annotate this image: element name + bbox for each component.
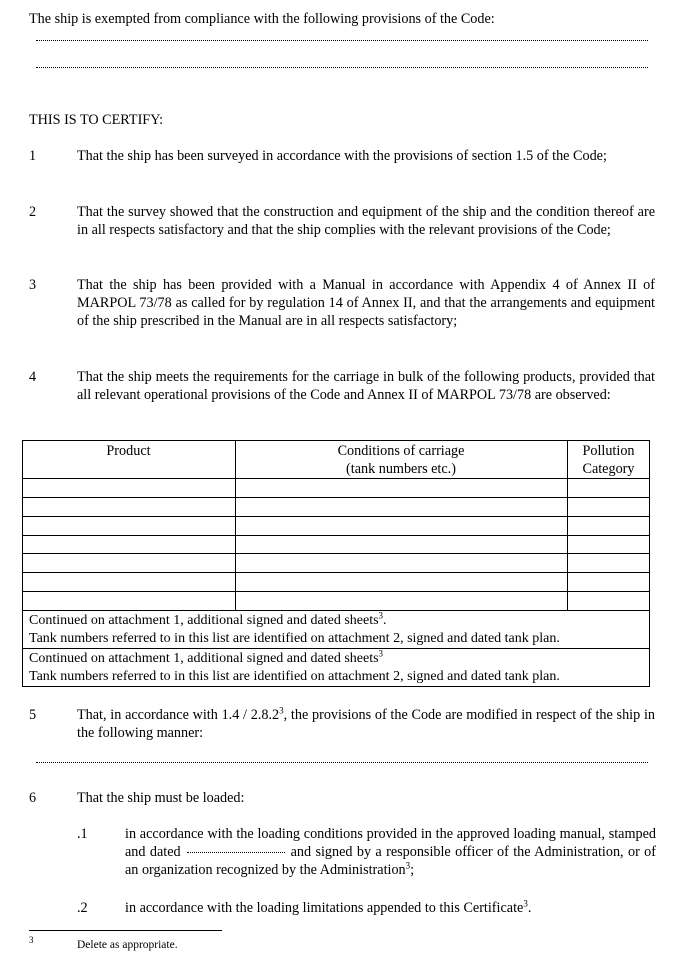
subitem-number: .1 [77, 826, 88, 842]
item-text: That the ship meets the requirements for the carriage in bulk of the following products, provided that all relevant operational provisions of the Code and Annex II of MARPOL 73/78 are observed: [77, 369, 655, 403]
table-note: Continued on attachment 1, additional signed and dated sheets$^3$. Tank numbers referred to in this list are identified on attachment 2, signed and dated tank plan. [29, 610, 560, 646]
item-text: That the survey showed that the construction and equipment of the ship and the condition thereof are in all respects satisfactory and that the ship complies with the relevant provisions of the Code; [77, 204, 655, 238]
certify-heading: THIS IS TO CERTIFY: [29, 112, 164, 128]
date-fill-line [187, 852, 285, 853]
conditions-header-line-2: (tank numbers etc.) [346, 461, 456, 477]
item-number: 1 [29, 148, 37, 164]
exemption-text: The ship is exempted from compliance with the following provisions of the Code: [29, 11, 495, 27]
pollution-column-header [567, 442, 650, 478]
products-table [22, 440, 650, 686]
modification-fill-line [36, 762, 648, 763]
product-column-header: Product [106, 443, 151, 459]
item-number: 3 [29, 277, 37, 293]
item-number: 5 [29, 707, 37, 723]
item-text: That the ship has been provided with a Manual in accordance with Appendix 4 of Annex II of MARPOL 73/78 as called for by regulation 14 of Annex II, and that the arrangements and equipment of the ship prescribed in the Manual are in all respects satisfactory; [77, 277, 655, 329]
footnote-separator [29, 930, 222, 931]
footnote-text: Delete as appropriate. [77, 939, 178, 951]
subitem-number: .2 [77, 900, 88, 916]
pollution-header-line-2: Category [582, 461, 635, 477]
item-number: 4 [29, 369, 37, 385]
item-text: That the ship must be loaded: [77, 790, 245, 806]
pollution-header-line-1: Pollution [582, 443, 635, 459]
exemption-fill-line-2 [36, 67, 648, 68]
table-note: Continued on attachment 1, additional signed and dated sheets$^3$ Tank numbers referred to in this list are identified on attachment 2, signed and dated tank plan. [29, 648, 560, 684]
conditions-header-line-1: Conditions of carriage [337, 443, 465, 459]
item-text: That the ship has been surveyed in accordance with the provisions of section 1.5 of the Code; [77, 148, 607, 164]
footnote-number: 3 [29, 935, 34, 945]
item-number: 2 [29, 204, 37, 220]
item-text: That, in accordance with 1.4 / 2.8.2$^3$, the provisions of the Code are modified in respect of the ship in the following manner: [77, 705, 655, 741]
item-number: 6 [29, 790, 37, 806]
exemption-fill-line-1 [36, 40, 648, 41]
subitem-text: in accordance with the loading limitations appended to this Certificate$^3$. [125, 898, 532, 916]
subitem-text: in accordance with the loading conditions provided in the approved loading manual, stamped and dated and signed by a responsible officer of the Administration, or of an organization recognized by the Administration$^3$; [125, 826, 656, 878]
conditions-column-header [235, 442, 567, 478]
